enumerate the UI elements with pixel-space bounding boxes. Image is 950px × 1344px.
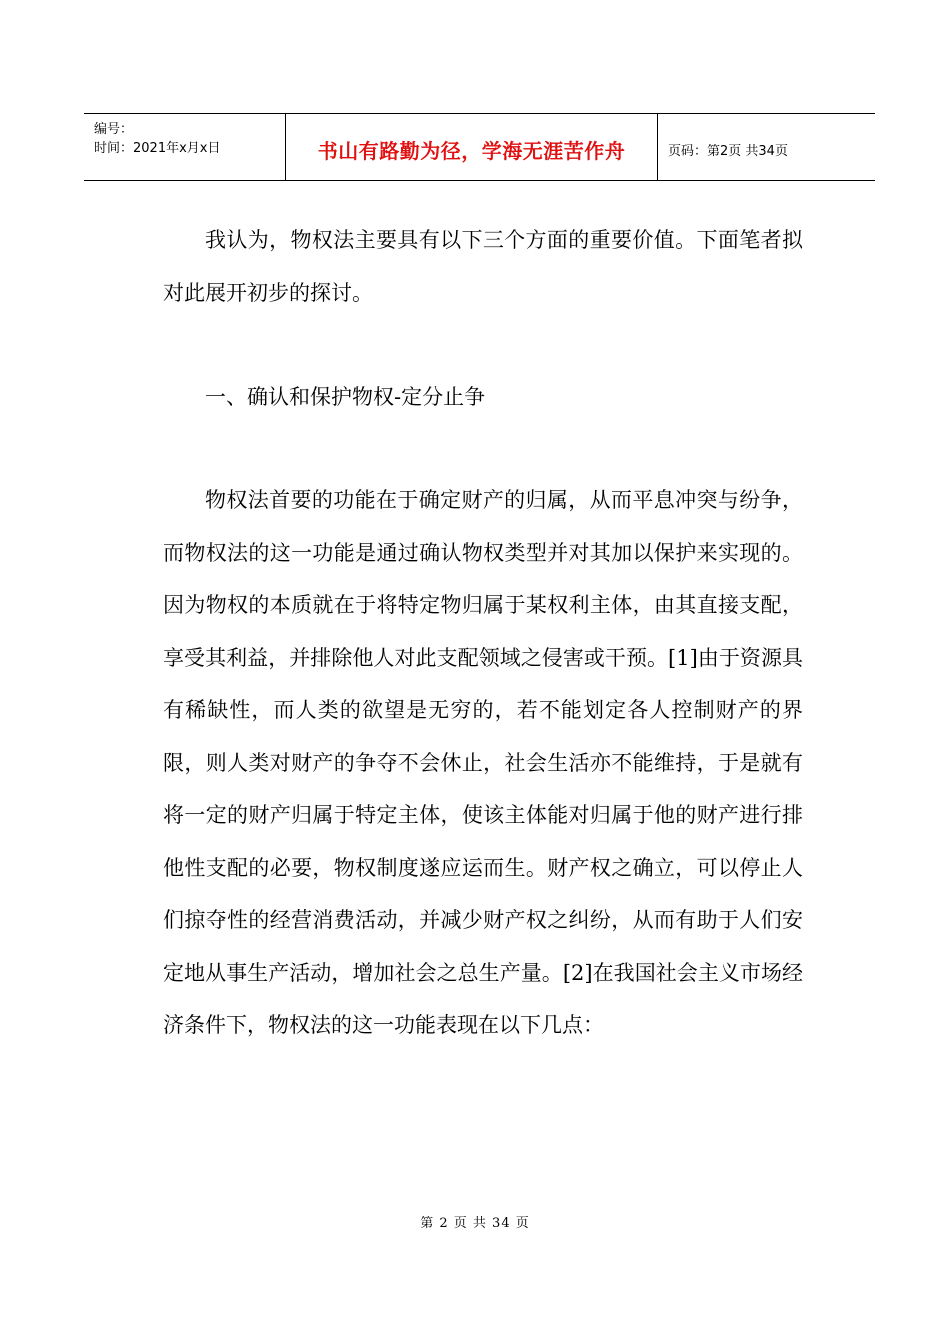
paragraph-main: 物权法首要的功能在于确定财产的归属，从而平息冲突与纷争，而物权法的这一功能是通过确认物权类型并对其加以保护来实现的。因为物权的本质就在于将特定物归属于某权利主体，由其直接支配，享受其利益，并排除他人对此支配领域之侵害或干预。[1]由于资源具有稀缺性，而人类的欲望是无穷的，若不能划定各人控制财产的界限，则人类对财产的争夺不会休止，社会生活亦不能维持，于是就有将一定的财产归属于特定主体，使该主体能对归属于他的财产进行排他性支配的必要，物权制度遂应运而生。财产权之确立，可以停止人们掠夺性的经营消费活动，并减少财产权之纠纷，从而有助于人们安定地从事生产活动，增加社会之总生产量。[2]在我国社会主义市场经济条件下，物权法的这一功能表现在以下几点： <box>163 488 803 1037</box>
document-number-label: 编号： <box>94 122 134 137</box>
header-motto-cell <box>286 114 658 180</box>
paragraph-intro: 我认为，物权法主要具有以下三个方面的重要价值。下面笔者拟对此展开初步的探讨。 <box>163 228 803 305</box>
section-heading: 一、确认和保护物权-定分止争 <box>205 385 486 409</box>
header-page-info: 页码：第2页 共34页 <box>668 143 788 159</box>
document-header <box>84 113 875 181</box>
header-meta-cell <box>84 114 286 180</box>
page-footer: 第 2 页 共 34 页 <box>420 1216 530 1231</box>
header-page-cell <box>658 114 875 180</box>
header-motto: 书山有路勤为径，学海无涯苦作舟 <box>317 138 626 163</box>
document-time-label: 时间：2021年x月x日 <box>94 141 221 156</box>
